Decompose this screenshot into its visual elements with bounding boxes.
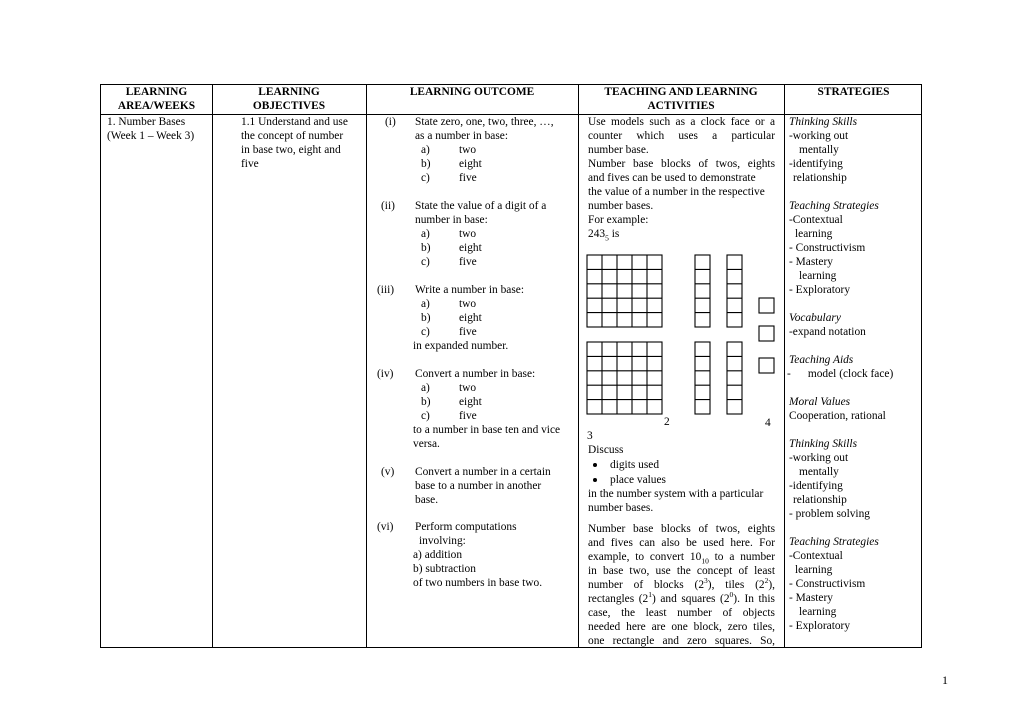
activity-bullet: digits used [610,459,660,471]
header-learning-objectives: LEARNING OBJECTIVES [252,86,326,112]
outcome-sub-label: b) [421,312,431,324]
activity-bullet: place values [610,474,666,486]
outcome-sub-label: a) [421,298,430,310]
strategy-heading: Teaching Strategies [789,536,879,548]
activity-text: rectangles $(2^1)$ and squares $(2^0)$. In this [588,590,775,605]
outcome-number: (iii) [377,284,395,296]
header-teaching-activities: TEACHING AND LEARNING ACTIVITIES [604,86,758,112]
strategy-item: - Mastery [789,256,833,268]
activity-text: counter which uses a particular [588,130,775,142]
learning-area-weeks: (Week 1 – Week 3) [107,130,195,142]
strategy-item: relationship [793,172,847,184]
strategy-item: - Exploratory [789,620,851,632]
outcome-number: (i) [385,116,396,128]
outcome-text: base to a number in another [415,480,542,492]
strategy-item: -identifying [789,480,843,492]
outcome-sub-label: c) [421,326,430,338]
strategy-item: Cooperation, rational [789,410,886,422]
outcome-text: number in base: [415,214,488,226]
outcome-sub-text: five [459,410,477,422]
bullet-dot [593,478,597,482]
outcome-sub-label: a) [421,228,430,240]
objective-line: the concept of number [241,130,344,142]
activity-text: and fives can also be used here. For [588,537,775,549]
activity-text: number bases. [588,502,654,514]
activity-text: number of blocks $(2^3)$, tiles $(2^2)$, [588,576,775,591]
outcome-text: State the value of a digit of a [415,200,547,212]
strategy-item: mentally [799,144,839,156]
objective-line: in base two, eight and [241,144,341,156]
outcome-sub-label: b) [421,242,431,254]
activity-text: number bases. [588,200,654,212]
strategy-item: mentally [799,466,839,478]
outcome-text: as a number in base: [415,130,508,142]
strategy-heading: Thinking Skills [789,116,858,128]
strategy-item: - Constructivism [789,578,866,590]
strategy-item: learning [795,228,833,240]
activity-text: in the number system with a particular [588,488,764,500]
outcome-text: Perform computations [415,521,517,533]
activity-text: the value of a number in the respective [588,186,765,198]
outcome-sub-label: c) [421,256,430,268]
outcome-sub-text: eight [459,396,482,408]
base-rod [695,255,710,327]
outcome-sub-text: a) addition [413,549,463,561]
activity-text: example, to convert $10_{10}$ to a number [588,551,775,566]
header-learning-area: LEARNING AREA/WEEKS [117,86,196,112]
base-unit [759,358,774,373]
objective-line: 1.1 Understand and use [241,116,348,128]
outcome-sub-text: two [459,298,477,310]
diagram-label-hundreds: 2 [664,416,670,428]
strategy-item: - Mastery [789,592,833,604]
diagram-label-tens: 4 [765,417,771,429]
outcome-text: in expanded number. [413,340,509,352]
strategy-item: learning [799,270,837,282]
strategy-heading: Teaching Aids [789,354,854,366]
activity-text: number base. [588,144,649,156]
base-rod [727,342,742,414]
outcome-sub-text: b) subtraction [413,563,476,575]
outcome-sub-text: eight [459,158,482,170]
activity-example-label: For example: [588,214,649,226]
strategy-item: learning [799,606,837,618]
learning-area-title: 1. Number Bases [107,116,186,128]
diagram-label-units: 3 [587,430,593,442]
header-strategies: STRATEGIES [817,86,890,98]
activity-text: needed here are one block, zero tiles, [588,621,775,633]
outcome-sub-label: c) [421,410,430,422]
outcome-text: base. [415,494,439,506]
outcome-sub-text: eight [459,312,482,324]
outcome-number: (v) [381,466,395,478]
activity-number-example: $243_5$ is [588,228,620,243]
outcome-number: (ii) [381,200,395,212]
header-learning-outcome: LEARNING OUTCOME [409,86,535,98]
outcome-sub-text: five [459,172,477,184]
outcome-text: involving: [419,535,466,547]
outcome-sub-text: five [459,326,477,338]
strategy-item: learning [795,564,833,576]
outcome-sub-label: b) [421,158,431,170]
outcome-sub-label: a) [421,144,430,156]
strategy-item: - problem solving [789,508,870,520]
outcome-number: (iv) [377,368,394,380]
activity-text: in base two, use the concept of least [588,565,775,577]
base-block-square [587,342,662,414]
bullet-dot [593,463,597,467]
outcome-number: (vi) [377,521,394,533]
strategy-heading: Thinking Skills [789,438,858,450]
outcome-text: Convert a number in a certain [415,466,551,478]
activity-text: case, the least number of objects [588,607,775,619]
base-unit [759,298,774,313]
outcome-text: versa. [413,438,440,450]
base-rod [727,255,742,327]
outcome-text: State zero, one, two, three, …, [415,116,554,128]
activity-text: Number base blocks of twos, eights [588,523,775,535]
strategy-item: -identifying [789,158,843,170]
outcome-sub-text: two [459,228,477,240]
activity-text: and fives can be used to demonstrate [588,172,756,184]
strategy-item: - Constructivism [789,242,866,254]
strategy-item: - model (clock face) [787,368,894,380]
base-rod [695,342,710,414]
outcome-sub-label: c) [421,172,430,184]
outcome-sub-text: eight [459,242,482,254]
strategy-item: -expand notation [789,326,866,338]
outcome-sub-text: five [459,256,477,268]
activity-text: Number base blocks of twos, eights [588,158,775,170]
strategy-item: -Contextual [789,214,843,226]
base-unit [759,326,774,341]
outcome-text: Write a number in base: [415,284,524,296]
strategy-heading: Teaching Strategies [789,200,879,212]
activity-text: one rectangle and zero squares. So, [588,635,775,647]
base-block-square [587,255,662,327]
outcome-text: of two numbers in base two. [413,577,543,589]
page-number: 1 [942,673,948,687]
outcome-sub-label: b) [421,396,431,408]
curriculum-table [100,84,922,648]
strategy-heading: Moral Values [789,396,851,408]
strategy-heading: Vocabulary [789,312,841,324]
outcome-text: to a number in base ten and vice [413,424,561,436]
outcome-sub-text: two [459,144,477,156]
activity-discuss: Discuss [588,444,624,456]
activity-text: Use models such as a clock face or a [588,116,775,128]
strategy-item: - Exploratory [789,284,851,296]
outcome-text: Convert a number in base: [415,368,536,380]
strategy-item: -working out [789,130,849,142]
outcome-sub-text: two [459,382,477,394]
outcome-sub-label: a) [421,382,430,394]
objective-line: five [241,158,259,170]
strategy-item: -working out [789,452,849,464]
strategy-item: -Contextual [789,550,843,562]
strategy-item: relationship [793,494,847,506]
